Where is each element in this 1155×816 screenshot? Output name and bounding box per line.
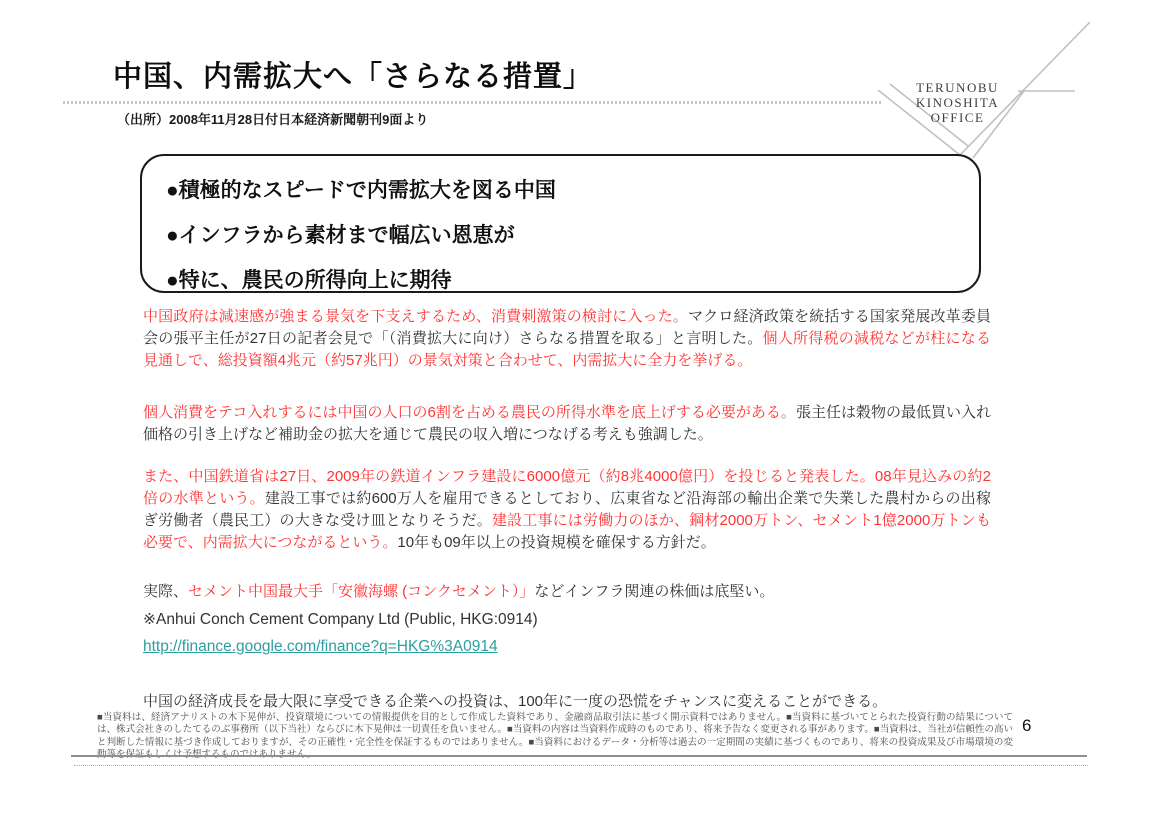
- source-citation: （出所）2008年11月28日付日本経済新聞朝刊9面より: [117, 112, 429, 127]
- key-point-3: ●特に、農民の所得向上に期待: [166, 269, 452, 292]
- text-segment-black: 張主任は穀物の最低買い入れ価格の引き上げなど補助金の拡大を通じて農民の収入増につなげる考えも強調した。: [143, 404, 991, 443]
- paragraph-policy: [143, 306, 991, 372]
- text-segment-red: セメント中国最大手「安徽海螺 (コンクセメント）」: [188, 583, 535, 600]
- paragraph-farmers: [143, 402, 991, 446]
- key-point-1: ●積極的なスピードで内需拡大を図る中国: [166, 179, 556, 202]
- logo-wordmark: [885, 80, 1030, 125]
- logo-line-1: TERUNOBU: [916, 80, 999, 95]
- text-segment-black: などインフラ関連の株価は底堅い。: [534, 583, 775, 600]
- text-segment-black: マクロ経済政策を統括する国家発展改革委員会の張平主任が27日の記者会見で「（消費拡大に向け）さらなる措置を取る」と言明した。: [143, 308, 991, 347]
- text-segment-black: 建設工事では約600万人を雇用できるとしており、広東省など沿海部の輸出企業で失業した農村からの出稼ぎ労働者（農民工）の大きな受け皿となりそうだ。: [143, 490, 991, 529]
- logo-line-3: OFFICE: [930, 110, 985, 125]
- company-reference-note: ※Anhui Conch Cement Company Ltd (Public, HKG:0914): [143, 611, 538, 628]
- paragraph-cement: [143, 581, 991, 603]
- logo-line-2: KINOSHITA: [915, 95, 1000, 110]
- title-underline: [63, 101, 881, 104]
- key-points-box: [140, 154, 981, 293]
- text-segment-red: 建設工事には労働力のほか、鋼材2000万トン、セメント1億2000万トンも必要で、内需拡大につながるという。: [143, 512, 991, 551]
- disclaimer-text: ■当資料は、経済アナリストの木下晃伸が、投資環境についての情報提供を目的として作成した資料であり、金融商品取引法に基づく開示資料ではありません。■当資料に基づいてとられた投資行動の結果については、株式会社きのしたてるのぶ事務所（以下当社）ならびに木下晃伸は一切責任を負いません。■当資料の内容は当資料作成時のものであり、将来予告なく変更される事があります。■当資料は、当社が信頼性の高いと判断した情報に基づき作成しておりますが、その正確性・完全性を保証するものではありません。■当資料におけるデータ・分析等は過去の一定期間の実績に基づくものであり、将来の投資成果及び市場環境の変動等を保証もしくは予想するものではありません。: [97, 712, 1013, 761]
- paragraph-railway: [143, 466, 991, 554]
- footer-rule-dotted: [74, 765, 1088, 766]
- text-segment-red: 中国政府は減速感が強まる景気を下支えするため、消費刺激策の検討に入った。: [143, 308, 689, 325]
- text-segment-red: また、中国鉄道省は27日、2009年の鉄道インフラ建設に6000億元（約8兆4000億円）を投じると発表した。08年見込みの約2倍の水準という。: [143, 468, 991, 507]
- text-segment-black: 実際、: [143, 583, 189, 600]
- footer-rule-solid: [71, 755, 1087, 757]
- text-segment-red: 個人所得税の減税などが柱になる見通しで、総投資額4兆元（約57兆円）の景気対策と合わせて、内需拡大に全力を挙げる。: [143, 330, 991, 369]
- finance-link-row: [143, 638, 498, 656]
- page-title: 中国、内需拡大へ「さらなる措置」: [113, 61, 594, 93]
- page-number: 6: [1022, 716, 1032, 735]
- google-finance-link[interactable]: http://finance.google.com/finance?q=HKG%3A0914: [143, 638, 498, 655]
- key-point-2: ●インフラから素材まで幅広い恩恵が: [166, 224, 515, 247]
- text-segment-red: 個人消費をテコ入れするには中国の人口の6割を占める農民の所得水準を底上げする必要がある。: [143, 404, 796, 421]
- conclusion-text: 中国の経済成長を最大限に享受できる企業への投資は、100年に一度の恐慌をチャンスに変えることができる。: [143, 693, 888, 710]
- text-segment-black: 10年も09年以上の投資規模を確保する方針だ。: [397, 534, 716, 551]
